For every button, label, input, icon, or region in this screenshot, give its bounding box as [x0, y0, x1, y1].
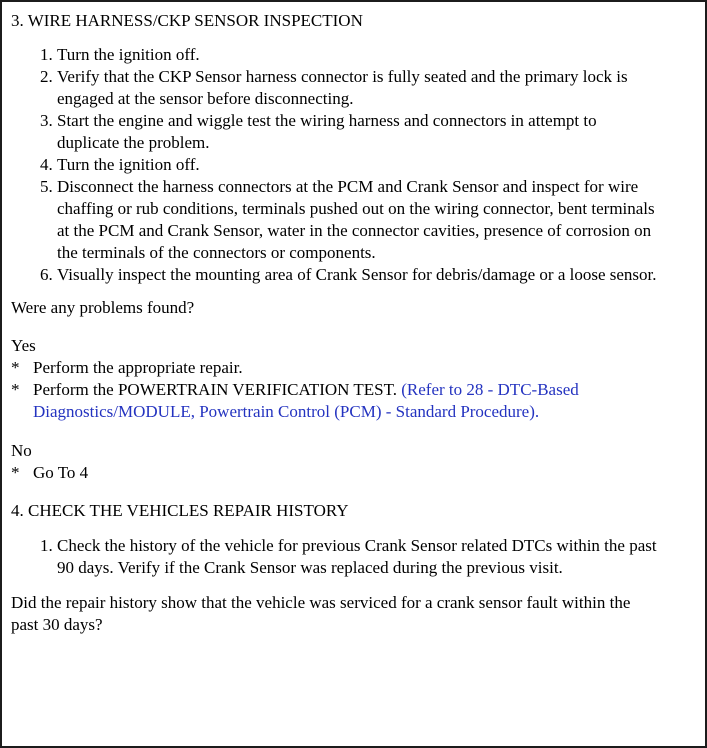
bullet-marker: *	[11, 358, 20, 377]
section-4-steps	[11, 535, 657, 579]
bullet-marker: *	[11, 380, 20, 399]
step-item: 4. Turn the ignition off.	[57, 154, 657, 176]
yes-label: Yes	[11, 336, 36, 355]
refer-link[interactable]: (Refer to 28 - DTC-Based Diagnostics/MODULE, Powertrain Control (PCM) - Standard Procedure).	[33, 380, 579, 421]
section-4-heading: 4. CHECK THE VEHICLES REPAIR HISTORY	[11, 501, 349, 520]
step-item: 3. Start the engine and wiggle test the wiring harness and connectors in attempt to duplicate the problem.	[57, 110, 657, 154]
step-item: 1. Turn the ignition off.	[57, 44, 657, 66]
repair-history-question: Did the repair history show that the vehicle was serviced for a crank sensor fault within the past 30 days?	[11, 593, 631, 634]
bullet-marker: *	[11, 463, 20, 482]
step-item: 5. Disconnect the harness connectors at the PCM and Crank Sensor and inspect for wire chaffing or rub conditions, terminals pushed out on the wiring connector, bent terminals at the PCM and Crank Sensor, water in the connector cavities, presence of corrosion on the terminals of the connectors or components.	[57, 176, 657, 264]
problems-found-question: Were any problems found?	[11, 298, 195, 317]
no-item-text: Go To 4	[33, 463, 89, 482]
step-item: 1. Check the history of the vehicle for previous Crank Sensor related DTCs within the past 90 days. Verify if the Crank Sensor was replaced during the previous visit.	[57, 535, 657, 579]
yes-item	[11, 379, 693, 423]
yes-item-text: Perform the appropriate repair.	[33, 358, 243, 377]
section-3-steps	[11, 44, 657, 286]
yes-item	[11, 357, 693, 379]
section-3-heading: 3. WIRE HARNESS/CKP SENSOR INSPECTION	[11, 11, 363, 30]
no-label: No	[11, 441, 32, 460]
step-item: 6. Visually inspect the mounting area of Crank Sensor for debris/damage or a loose sensor.	[57, 264, 657, 286]
powertrain-test-text: Perform the POWERTRAIN VERIFICATION TEST.	[33, 380, 402, 399]
no-item	[11, 462, 693, 484]
step-item: 2. Verify that the CKP Sensor harness connector is fully seated and the primary lock is engaged at the sensor before disconnecting.	[57, 66, 657, 110]
yes-item-text	[33, 379, 618, 423]
